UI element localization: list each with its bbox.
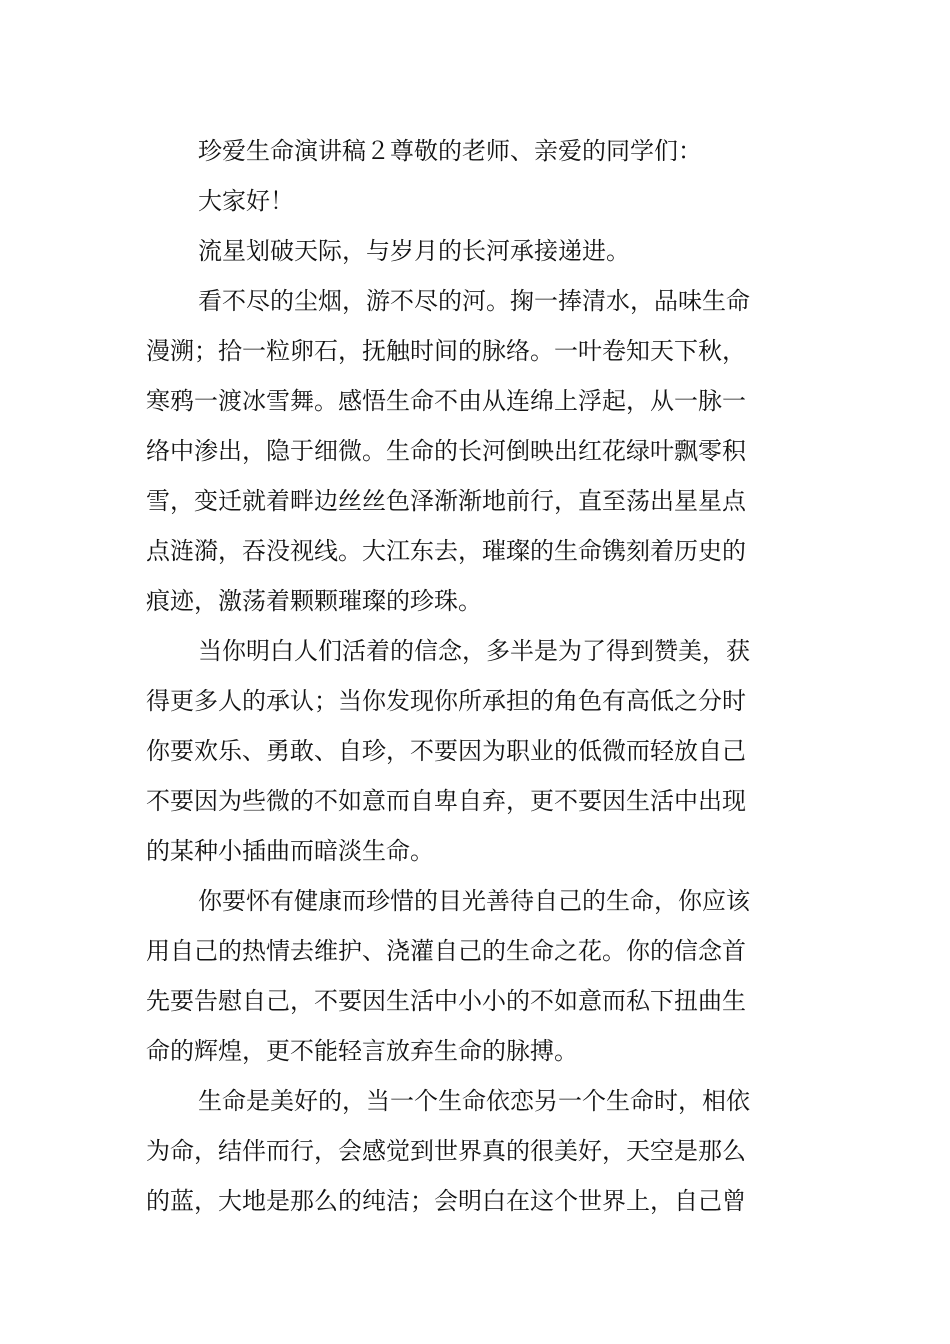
- paragraph-line: 络中渗出，隐于细微。生命的长河倒映出红花绿叶飘零积: [146, 437, 746, 465]
- paragraph-line: 的某种小插曲而暗淡生命。: [146, 837, 434, 865]
- paragraph-first-line: 当你明白人们活着的信念，多半是为了得到赞美，获: [198, 637, 750, 665]
- paragraph-first-line: 你要怀有健康而珍惜的目光善待自己的生命，你应该: [198, 887, 750, 915]
- document-body: [146, 126, 806, 1226]
- paragraph-line: 你要欢乐、勇敢、自珍，不要因为职业的低微而轻放自己: [146, 737, 746, 765]
- paragraph-first-line: 珍爱生命演讲稿２尊敬的老师、亲爱的同学们：: [198, 137, 702, 165]
- paragraph-line: 点涟漪，吞没视线。大江东去，璀璨的生命镌刻着历史的: [146, 537, 746, 565]
- paragraph-line: 用自己的热情去维护、浇灌自己的生命之花。你的信念首: [146, 937, 746, 965]
- paragraph-first-line: 大家好！: [198, 187, 294, 215]
- paragraph-first-line: 流星划破天际，与岁月的长河承接递进。: [198, 237, 630, 265]
- paragraph-line: 痕迹，激荡着颗颗璀璨的珍珠。: [146, 587, 482, 615]
- paragraph-line: 为命，结伴而行，会感觉到世界真的很美好，天空是那么: [146, 1137, 746, 1165]
- paragraph-line: 的蓝，大地是那么的纯洁；会明白在这个世界上，自己曾: [146, 1187, 746, 1215]
- paragraph-line: 得更多人的承认；当你发现你所承担的角色有高低之分时: [146, 687, 746, 715]
- paragraph-line: 漫溯；拾一粒卵石，抚触时间的脉络。一叶卷知天下秋，: [146, 337, 746, 365]
- paragraph-first-line: 生命是美好的，当一个生命依恋另一个生命时，相依: [198, 1087, 750, 1115]
- paragraph-line: 命的辉煌，更不能轻言放弃生命的脉搏。: [146, 1037, 578, 1065]
- paragraph-line: 不要因为些微的不如意而自卑自弃，更不要因生活中出现: [146, 787, 746, 815]
- paragraph-line: 先要告慰自己，不要因生活中小小的不如意而私下扭曲生: [146, 987, 746, 1015]
- paragraph-first-line: 看不尽的尘烟，游不尽的河。掬一捧清水，品味生命: [198, 287, 750, 315]
- paragraph-line: 寒鸦一渡冰雪舞。感悟生命不由从连绵上浮起，从一脉一: [146, 387, 746, 415]
- paragraph-line: 雪，变迁就着畔边丝丝色泽渐渐地前行，直至荡出星星点: [146, 487, 746, 515]
